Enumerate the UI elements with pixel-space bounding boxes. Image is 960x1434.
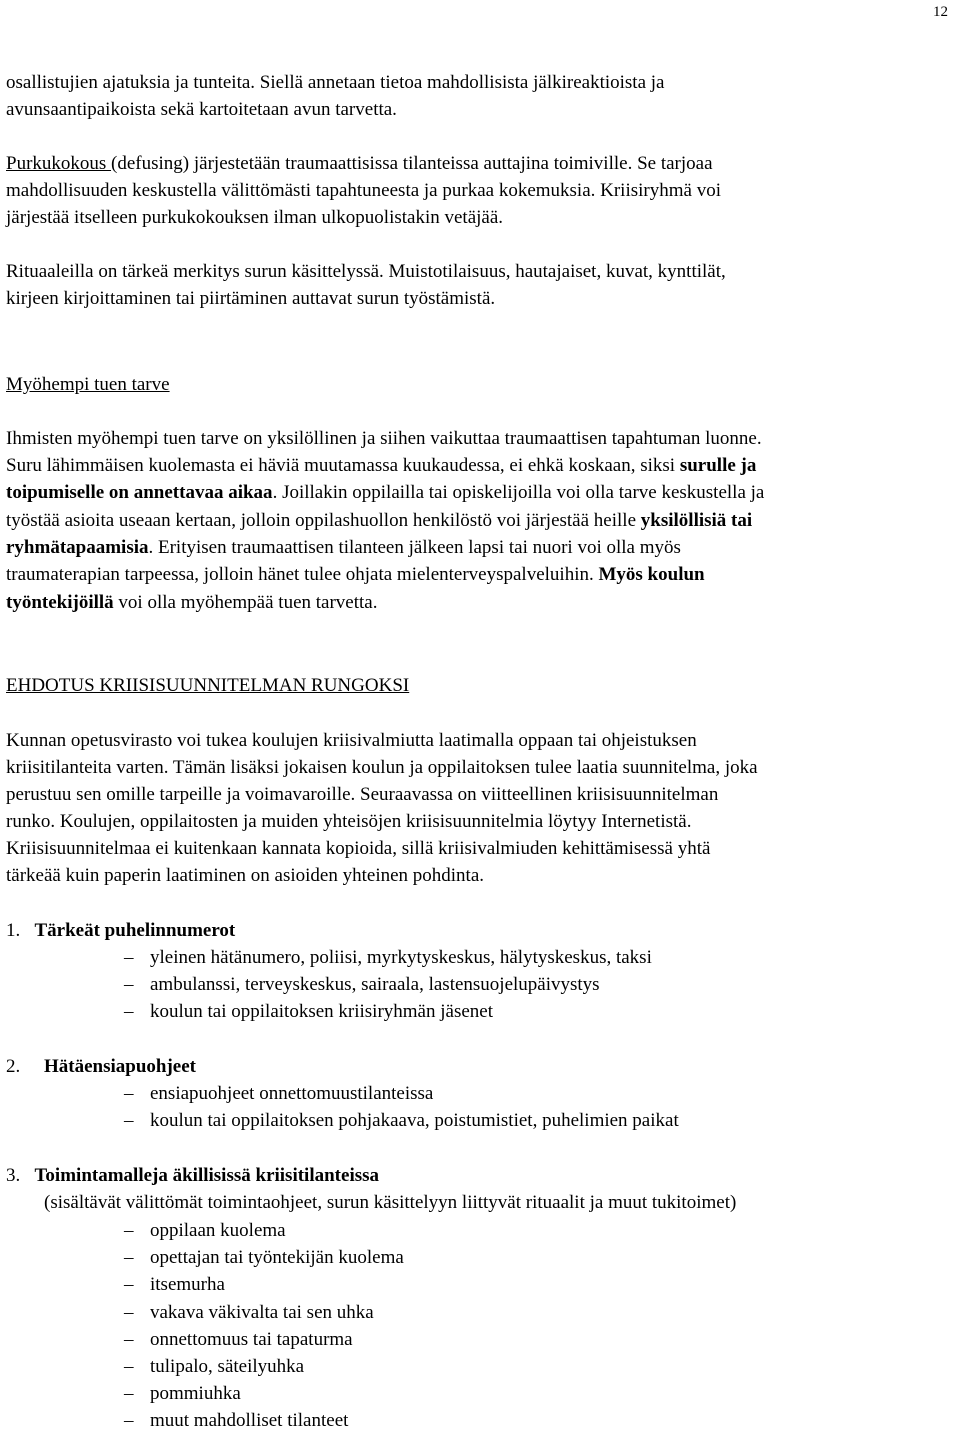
later-support-line — [6, 590, 377, 616]
plan-line: kriisitilanteita varten. Tämän lisäksi jokaisen koulun ja oppilaitoksen tulee laatia suunnitelma, joka — [6, 757, 758, 778]
list-item — [124, 945, 652, 971]
bold-span: työntekijöillä — [6, 592, 114, 613]
plan-line: runko. Koulujen, oppilaitosten ja muiden yhteisöjen kriisisuunnitelmia löytyy Internetistä. — [6, 811, 692, 832]
intro-line: osallistujien ajatuksia ja tunteita. Siellä annetaan tietoa mahdollisista jälkireaktioista ja — [6, 72, 665, 93]
dash-bullet: – — [124, 1083, 134, 1104]
dash-bullet: – — [124, 1356, 134, 1377]
list-item-text: ensiapuohjeet onnettomuustilanteissa — [150, 1083, 434, 1104]
section-number: 3. — [6, 1165, 21, 1186]
later-support-line — [6, 535, 681, 561]
list-item — [124, 999, 493, 1025]
plan-line: Kunnan opetusvirasto voi tukea koulujen kriisivalmiutta laatimalla oppaan tai ohjeistuksen — [6, 730, 697, 751]
text-span: voi olla myöhempää tuen tarvetta. — [113, 592, 378, 613]
dash-bullet: – — [124, 974, 134, 995]
list-item — [124, 1300, 374, 1326]
later-support-heading: Myöhempi tuen tarve — [6, 374, 170, 395]
dash-bullet: – — [124, 1220, 134, 1241]
text-span: . Erityisen traumaattisen tilanteen jälkeen lapsi tai nuori voi olla myös — [148, 537, 681, 558]
later-support-line — [6, 453, 756, 479]
list-item — [124, 1381, 241, 1407]
bold-span: ryhmätapaamisia — [6, 537, 149, 558]
text-span: traumaterapian tarpeessa, jolloin hänet tulee ohjata mielenterveyspalveluihin. — [6, 564, 599, 585]
section-heading — [6, 1163, 379, 1189]
list-item — [124, 1245, 404, 1271]
defusing-line: mahdollisuuden keskustella välittömästi tapahtuneesta ja purkaa kokemuksia. Kriisiryhmä voi — [6, 180, 721, 201]
defusing-line — [6, 151, 713, 177]
list-item-text: oppilaan kuolema — [150, 1220, 286, 1241]
list-item-text: itsemurha — [150, 1274, 225, 1295]
defusing-term: Purkukokous — [6, 153, 112, 174]
later-support-line — [6, 480, 764, 506]
defusing-line: järjestää itselleen purkukokouksen ilman ulkopuolistakin vetäjää. — [6, 207, 504, 228]
later-support-line: Ihmisten myöhempi tuen tarve on yksilöllinen ja siihen vaikuttaa traumaattisen tapahtuman luonne. — [6, 428, 762, 449]
list-item-text: muut mahdolliset tilanteet — [150, 1410, 349, 1431]
dash-bullet: – — [124, 1383, 134, 1404]
list-item-text: onnettomuus tai tapaturma — [150, 1329, 353, 1350]
dash-bullet: – — [124, 1329, 134, 1350]
rituals-line: kirjeen kirjoittaminen tai piirtäminen auttavat surun työstämistä. — [6, 288, 496, 309]
later-support-line — [6, 562, 705, 588]
section-number: 1. — [6, 920, 21, 941]
list-item-text: opettajan tai työntekijän kuolema — [150, 1247, 404, 1268]
rituals-line: Rituaaleilla on tärkeä merkitys surun käsittelyssä. Muistotilaisuus, hautajaiset, kuvat, kynttilät, — [6, 261, 726, 282]
list-item — [124, 1272, 225, 1298]
later-support-line — [6, 508, 752, 534]
text-span: . Joillakin oppilailla tai opiskelijoilla voi olla tarve keskustella ja — [272, 482, 765, 503]
section-title: Hätäensiapuohjeet — [44, 1056, 196, 1077]
list-item — [124, 1354, 304, 1380]
text-span: työstää asioita useaan kertaan, jolloin oppilashuollon henkilöstö voi järjestää heille — [6, 510, 641, 531]
list-item-text: koulun tai oppilaitoksen kriisiryhmän jäsenet — [150, 1001, 493, 1022]
text-span: Suru lähimmäisen kuolemasta ei häviä muutamassa kuukaudessa, ei ehkä koskaan, siksi — [6, 455, 680, 476]
bold-span: Myös koulun — [598, 564, 705, 585]
list-item — [124, 972, 600, 998]
list-item — [124, 1327, 353, 1353]
list-item — [124, 1081, 433, 1107]
dash-bullet: – — [124, 1274, 134, 1295]
page-number: 12 — [933, 4, 948, 20]
list-item — [124, 1218, 286, 1244]
section-title: Toimintamalleja äkillisissä kriisitilanteissa — [34, 1165, 380, 1186]
list-item-text: yleinen hätänumero, poliisi, myrkytyskeskus, hälytyskeskus, taksi — [150, 947, 652, 968]
bold-span: toipumiselle on annettavaa aikaa — [6, 482, 273, 503]
dash-bullet: – — [124, 1110, 134, 1131]
defusing-text: (defusing) järjestetään traumaattisissa tilanteissa auttajina toimiville. Se tarjoaa — [111, 153, 713, 174]
dash-bullet: – — [124, 1001, 134, 1022]
bold-span: surulle ja — [679, 455, 757, 476]
bold-span: yksilöllisiä tai — [640, 510, 753, 531]
section-note: (sisältävät välittömät toimintaohjeet, surun käsittelyyn liittyvät rituaalit ja muut tukitoimet) — [44, 1192, 737, 1213]
list-item-text: koulun tai oppilaitoksen pohjakaava, poistumistiet, puhelimien paikat — [150, 1110, 679, 1131]
list-item-text: ambulanssi, terveyskeskus, sairaala, lastensuojelupäivystys — [150, 974, 600, 995]
plan-line: tärkeää kuin paperin laatiminen on asioiden yhteinen pohdinta. — [6, 865, 485, 886]
list-item-text: pommiuhka — [150, 1383, 241, 1404]
dash-bullet: – — [124, 1410, 134, 1431]
intro-line: avunsaantipaikoista sekä kartoitetaan avun tarvetta. — [6, 99, 397, 120]
plan-line: Kriisisuunnitelmaa ei kuitenkaan kannata kopioida, sillä kriisivalmiuden kehittämisessä yhtä — [6, 838, 711, 859]
plan-line: perustuu sen omille tarpeille ja voimavaroille. Seuraavassa on viitteellinen kriisisuunnitelman — [6, 784, 719, 805]
section-title: Tärkeät puhelinnumerot — [34, 920, 236, 941]
section-number: 2. — [6, 1056, 21, 1077]
section-heading — [6, 918, 235, 944]
dash-bullet: – — [124, 947, 134, 968]
dash-bullet: – — [124, 1302, 134, 1323]
list-item-text: tulipalo, säteilyuhka — [150, 1356, 305, 1377]
dash-bullet: – — [124, 1247, 134, 1268]
list-item — [124, 1408, 348, 1434]
list-item — [124, 1108, 679, 1134]
section-heading — [6, 1054, 196, 1080]
list-item-text: vakava väkivalta tai sen uhka — [150, 1302, 374, 1323]
plan-heading: EHDOTUS KRIISISUUNNITELMAN RUNGOKSI — [6, 675, 410, 696]
